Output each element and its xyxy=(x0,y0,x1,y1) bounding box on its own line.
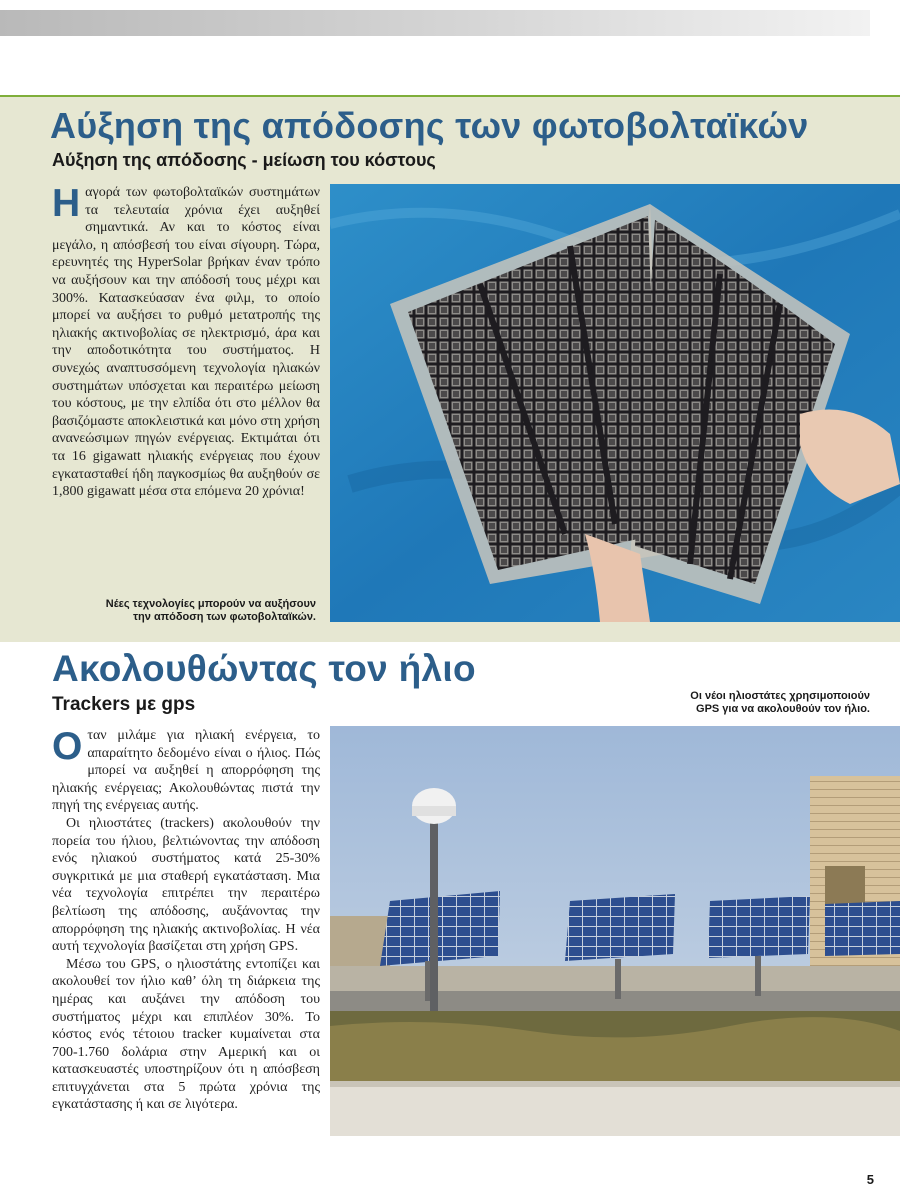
article-paragraph xyxy=(52,727,320,815)
article-paragraph xyxy=(52,184,320,501)
caption-line: Νέες τεχνολογίες μπορούν να αυξήσουν xyxy=(105,598,316,610)
caption-line: Οι νέοι ηλιοστάτες χρησιμοποιούν xyxy=(690,690,870,702)
article-paragraph: Μέσω του GPS, ο ηλιοστάτης εντοπίζει και ακολουθεί τον ήλιο καθ’ όλη τη διάρκεια της ημέρας και αυξάνει την απόδοση του συστήματος μέχρι και επιπλέον 30%. Το κόστος ενός τέτοιου tracker κυμαίνεται στα 700-1.760 δολάρια στην Αμερική και οι κατασκευαστές υποστηρίζουν ότι η απόσβεση επιτυγχάνεται στα 5 πρώτα χρόνια της εγκατάστασης ή και σε λιγότερα. xyxy=(52,956,320,1113)
drop-cap: Η xyxy=(52,182,81,225)
article-subtitle: Trackers με gps xyxy=(52,694,196,715)
drop-cap: Ο xyxy=(52,725,83,768)
page-number: 5 xyxy=(866,1172,874,1187)
article-body xyxy=(52,184,320,501)
paragraph-text: ταν μιλάμε για ηλιακή ενέργεια, το απαραίτητο δεδομένο είναι ο ήλιος. Πώς μπορεί να αυξηθεί η απορρόφηση της ηλιακής ενέργειας; Ακολουθώντας πιστά την πηγή της ενέργειας αυτής. xyxy=(52,728,320,814)
caption-line: GPS για να ακολουθούν τον ήλιο. xyxy=(696,703,870,715)
article-title: Αύξηση της απόδοσης των φωτοβολταϊκών xyxy=(50,105,809,146)
solar-film-photo xyxy=(330,184,900,622)
photo-caption xyxy=(60,598,316,624)
article-title: Ακολουθώντας τον ήλιο xyxy=(52,648,476,689)
header-gradient-bar xyxy=(0,10,870,36)
article-body xyxy=(52,727,320,1114)
article-paragraph: Οι ηλιοστάτες (trackers) ακολουθούν την πορεία του ήλιου, βελτιώνοντας την απόδοση ενός ηλιακού συστήματος κατά 25-30% συγκριτικά με μια σταθερή εγκατάσταση. Μια νέα τεχνολογία επιτρέπει την περαιτέρω βελτίωση της απόδοσης, αυξάνοντας την απορρόφηση της ηλιακής ακτινοβολίας. Η νέα αυτή τεχνολογία βασίζεται στη χρήση GPS. xyxy=(52,815,320,955)
solar-trackers-photo xyxy=(330,726,900,1136)
paragraph-text: αγορά των φωτοβολταϊκών συστημάτων τα τελευταία χρόνια έχει αυξηθεί σημαντικά. Αν και το κόστος είναι μεγάλο, η απόσβεσή του είναι σίγουρη. Τώρα, ερευνητές της HyperSolar βρήκαν έναν τρόπο να αυξήσουν και την απόδοσή τους μέχρι και 300%. Κατασκεύασαν ένα φιλμ, το οποίο μπορεί να αυξήσει το ρυθμό μετατροπής της ηλιακής ακτινοβολίας σε ηλεκτρισμό, άρα και την αποδοτικότητα του συστήματος. Η συνεχώς αναπτυσσόμενη τεχνολογία ηλιακών συστημάτων υπόσχεται και περαιτέρω μείωση του κόστους, με την ελπίδα ότι στο μέλλον θα βασιζόμαστε αποκλειστικά και μόνο στη χρήση ανανεώσιμων πηγών ενέργειας. Εκτιμάται ότι τα 16 gigawatt ηλιακής ενέργειας που έχουν εγκατασταθεί ήδη παγκοσμίως θα αυξηθούν σε 1,800 gigawatt μέσα στα επόμενα 20 χρόνια! xyxy=(52,185,320,500)
article-subtitle: Αύξηση της απόδοσης - μείωση του κόστους xyxy=(52,150,436,170)
caption-line: την απόδοση των φωτοβολταϊκών. xyxy=(133,611,316,623)
photo-caption xyxy=(580,690,870,716)
